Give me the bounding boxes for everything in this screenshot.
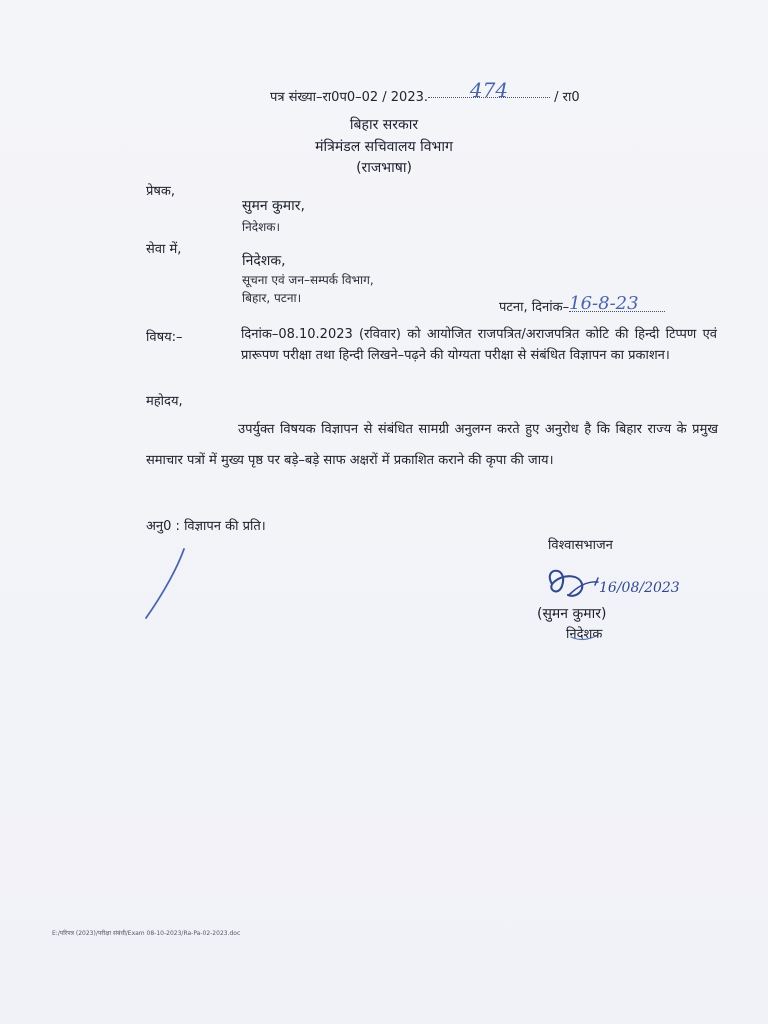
reference-number-handwritten: 474 (428, 83, 550, 98)
file-path-footer: E:/परिपत्र (2023)/परीक्षा संबंधी/Exam 08-10-2023/Ra-Pa-02-2023.doc (52, 930, 241, 937)
sender-label: प्रेषक, (146, 184, 176, 199)
reference-suffix: / रा0 (554, 90, 580, 105)
signer-name: (सुमन कुमार) (537, 606, 607, 622)
greeting: महोदय, (146, 394, 183, 409)
recipient-line-1: सूचना एवं जन–सम्पर्क विभाग, (242, 273, 374, 287)
subject-text: दिनांक–08.10.2023 (रविवार) को आयोजित राजपत्रित/अराजपत्रित कोटि की हिन्दी टिप्पण एवं प्रारूपण परीक्षा तथा हिन्दी लिखने–पढ़ने की योग्यता परीक्षा से संबंधित विज्ञापन का प्रकाशन। (241, 327, 717, 363)
recipient-line-2: बिहार, पटना। (242, 291, 302, 305)
date-label: पटना, दिनांक– (499, 300, 570, 315)
recipient-label: सेवा में, (146, 242, 182, 257)
ink-slash-mark (138, 535, 208, 630)
department-heading: मंत्रिमंडल सचिवालय विभाग (315, 139, 453, 155)
section-heading: (राजभाषा) (356, 160, 412, 176)
signer-designation: निदेशक (566, 627, 603, 642)
date-line (499, 293, 665, 315)
sender-name: सुमन कुमार, (242, 198, 305, 214)
closing: विश्वासभाजन (548, 538, 613, 553)
sender-designation: निदेशक। (242, 220, 281, 234)
reference-prefix: पत्र संख्या–रा0प0–02 / 2023. (270, 90, 429, 105)
subject-label: विषय:– (146, 330, 183, 345)
reference-line (270, 78, 580, 105)
body-paragraph: उपर्युक्त विषयक विज्ञापन से संबंधित सामग्री अनुलग्न करते हुए अनुरोध है कि बिहार राज्य के प्रमुख समाचार पत्रों में मुख्य पृष्ठ पर बड़े–बड़े साफ अक्षरों में प्रकाशित कराने की कृपा की जाय। (146, 422, 718, 468)
enclosure-note: अनु0 : विज्ञापन की प्रति। (146, 519, 266, 534)
recipient-title: निदेशक, (242, 253, 286, 269)
signature-date: 16/08/2023 (599, 580, 680, 596)
government-heading: बिहार सरकार (349, 117, 419, 133)
date-handwritten: 16-8-23 (569, 297, 665, 312)
